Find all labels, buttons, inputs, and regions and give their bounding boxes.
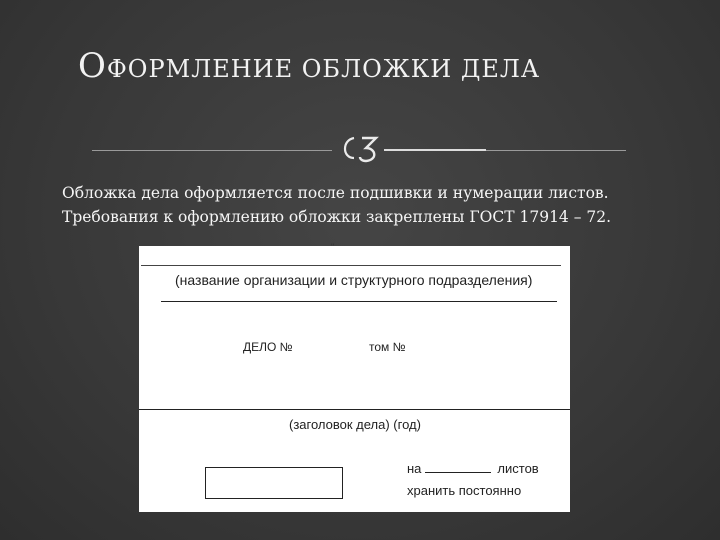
volume-number-label: том № [369,340,406,354]
case-cover-sample [139,242,570,512]
sheets-suffix: листов [497,461,539,476]
case-heading-label: (заголовок дела) (год) [289,417,421,432]
paragraph-line: Обложка дела оформляется после подшивки и нумерации листов. [62,184,609,202]
divider-left [92,150,332,151]
organization-label: (название организации и структурного подразделения) [175,272,533,288]
case-number-label: ДЕЛО № [243,340,293,354]
title-rest: ФОРМЛЕНИЕ ОБЛОЖКИ ДЕЛА [106,55,541,83]
organization-underline [161,301,557,302]
sheets-count-line [407,461,539,476]
sheets-blank [425,462,491,473]
cover-top-line [141,265,561,266]
scroll-ornament-icon [336,128,384,168]
paragraph-line: Требования к оформлению обложки закреплены ГОСТ 17914 – 72. [62,208,612,226]
cover-top-mark: " [331,242,335,252]
title-initial: О [78,46,107,86]
cover-separator [139,409,570,410]
retention-label: хранить постоянно [407,483,522,498]
body-paragraph [62,181,702,229]
slide-title [78,46,698,86]
index-box [205,467,343,499]
sheets-prefix: на [407,461,422,476]
divider-accent [384,149,486,151]
